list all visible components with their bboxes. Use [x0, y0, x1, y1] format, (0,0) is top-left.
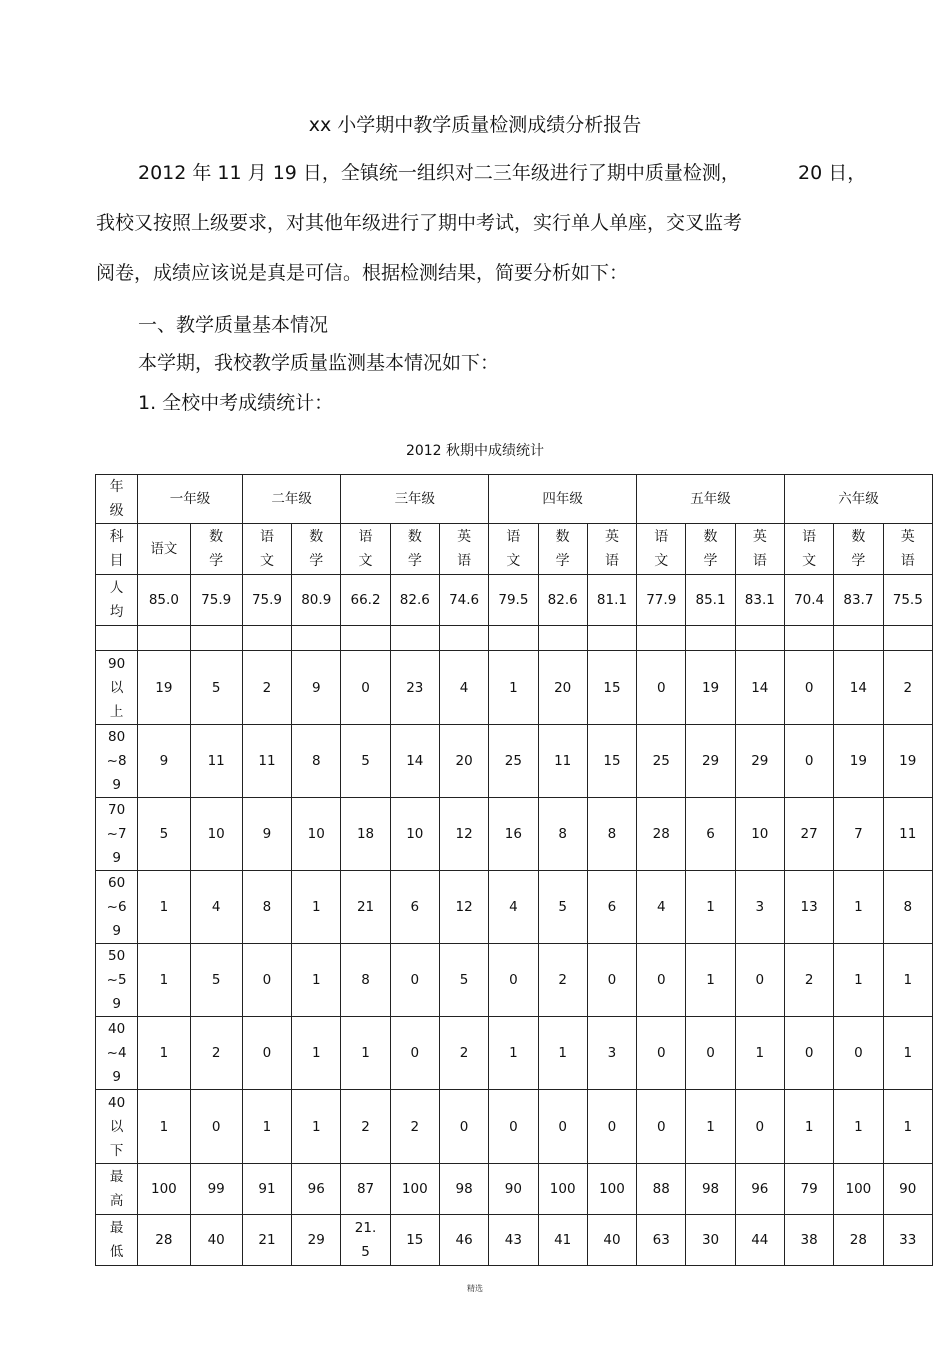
table-cell: 79.5	[489, 575, 538, 626]
row-label: 40以下	[108, 1094, 126, 1159]
table-cell: 0	[190, 1090, 242, 1164]
table-cell: 1	[138, 871, 190, 944]
table-cell: 2	[883, 651, 932, 725]
table-cell: 28	[834, 1215, 883, 1266]
row-label: 70~79	[106, 802, 127, 866]
table-cell	[439, 626, 488, 651]
table-cell: 81.1	[587, 575, 636, 626]
table-cell: 100	[834, 1164, 883, 1215]
subject-label: 语文	[802, 529, 817, 569]
table-cell: 11	[242, 725, 291, 798]
grade-header-cell: 一年级	[138, 475, 243, 524]
table-cell: 74.6	[439, 575, 488, 626]
row-label: 90以上	[108, 655, 126, 720]
table-cell: 83.7	[834, 575, 883, 626]
table-row	[96, 1164, 933, 1215]
table-cell: 27	[784, 798, 833, 871]
table-cell: 43	[489, 1215, 538, 1266]
table-cell: 10	[292, 798, 341, 871]
subject-header-cell	[292, 524, 341, 575]
table-cell: 4	[190, 871, 242, 944]
table-cell: 29	[292, 1215, 341, 1266]
table-cell: 8	[587, 798, 636, 871]
table-cell: 0	[390, 944, 439, 1017]
table-cell: 11	[883, 798, 932, 871]
table-cell: 19	[686, 651, 735, 725]
table-cell: 0	[390, 1017, 439, 1090]
table-cell: 5	[190, 944, 242, 1017]
table-cell: 75.9	[242, 575, 291, 626]
table-cell: 85.1	[686, 575, 735, 626]
subject-header-cell	[390, 524, 439, 575]
table-cell: 14	[390, 725, 439, 798]
table-cell: 20	[538, 651, 587, 725]
table-cell: 9	[292, 651, 341, 725]
table-cell: 1	[292, 1090, 341, 1164]
table-cell: 75.9	[190, 575, 242, 626]
table-cell	[390, 626, 439, 651]
table-row	[96, 798, 933, 871]
table-row	[96, 871, 933, 944]
table-cell: 1	[686, 944, 735, 1017]
subject-label: 语文	[150, 541, 178, 557]
table-row	[96, 575, 933, 626]
table-cell: 1	[883, 1090, 932, 1164]
table-cell: 18	[341, 798, 390, 871]
table-cell	[637, 626, 686, 651]
subject-header-cell	[341, 524, 390, 575]
table-cell: 0	[834, 1017, 883, 1090]
table-row	[96, 651, 933, 725]
table-cell: 29	[686, 725, 735, 798]
table-cell: 15	[587, 725, 636, 798]
table-caption: 2012 秋期中成绩统计	[405, 443, 545, 459]
table-cell: 41	[538, 1215, 587, 1266]
table-cell: 1	[489, 651, 538, 725]
table-cell: 29	[735, 725, 784, 798]
page-footer: 精选	[467, 1284, 483, 1293]
table-cell: 1	[686, 871, 735, 944]
subject-label: 英语	[752, 529, 767, 569]
row-label-cell	[96, 651, 138, 725]
grade-header-label-cell	[96, 475, 138, 524]
table-cell: 25	[637, 725, 686, 798]
table-cell: 8	[242, 871, 291, 944]
row-label: 最高	[109, 1169, 124, 1209]
grade-header-cell: 四年级	[489, 475, 637, 524]
subject-header-cell	[784, 524, 833, 575]
subsection-heading: 1. 全校中考成绩统计：	[138, 392, 334, 414]
table-cell: 100	[538, 1164, 587, 1215]
table-cell: 0	[587, 944, 636, 1017]
subject-header-cell	[883, 524, 932, 575]
section-heading: 一、教学质量基本情况	[138, 314, 329, 336]
table-cell: 14	[735, 651, 784, 725]
row-label-cell	[96, 1164, 138, 1215]
table-cell: 0	[341, 651, 390, 725]
subject-header-cell	[834, 524, 883, 575]
table-cell: 28	[138, 1215, 190, 1266]
subject-header-cell	[190, 524, 242, 575]
table-cell: 100	[390, 1164, 439, 1215]
table-row	[96, 1215, 933, 1266]
table-cell: 40	[587, 1215, 636, 1266]
table-cell: 0	[735, 944, 784, 1017]
table-cell: 4	[489, 871, 538, 944]
table-cell: 96	[735, 1164, 784, 1215]
table-cell: 88	[637, 1164, 686, 1215]
table-cell: 70.4	[784, 575, 833, 626]
subject-header-cell	[587, 524, 636, 575]
table-cell: 85.0	[138, 575, 190, 626]
table-row	[96, 1090, 933, 1164]
table-cell	[138, 626, 190, 651]
table-cell	[242, 626, 291, 651]
table-cell: 2	[390, 1090, 439, 1164]
table-cell	[883, 626, 932, 651]
table-cell: 90	[883, 1164, 932, 1215]
table-cell: 91	[242, 1164, 291, 1215]
table-cell: 0	[784, 1017, 833, 1090]
table-cell: 87	[341, 1164, 390, 1215]
grade-header-cell: 五年级	[637, 475, 785, 524]
table-cell: 0	[489, 1090, 538, 1164]
table-cell: 1	[834, 871, 883, 944]
table-cell: 14	[834, 651, 883, 725]
table-cell: 5	[341, 725, 390, 798]
table-cell: 0	[735, 1090, 784, 1164]
table-cell: 1	[834, 1090, 883, 1164]
table-row	[96, 1017, 933, 1090]
row-label-cell	[96, 1215, 138, 1266]
subject-header-label: 科目	[109, 529, 124, 569]
table-cell: 12	[439, 871, 488, 944]
paragraph-1-tail: 20 日，	[798, 162, 867, 184]
table-cell: 23	[390, 651, 439, 725]
score-table	[95, 474, 933, 1266]
subject-label: 数学	[309, 529, 324, 569]
table-cell: 28	[637, 798, 686, 871]
table-cell: 19	[883, 725, 932, 798]
paragraph-3: 阅卷，成绩应该说是真是可信。根据检测结果，简要分析如下：	[96, 262, 629, 284]
table-cell: 16	[489, 798, 538, 871]
table-cell: 21	[242, 1215, 291, 1266]
row-label-cell	[96, 725, 138, 798]
table-cell: 1	[834, 944, 883, 1017]
table-cell: 1	[292, 944, 341, 1017]
table-cell: 5	[538, 871, 587, 944]
row-label-cell	[96, 575, 138, 626]
subject-header-cell	[686, 524, 735, 575]
subject-header-label-cell	[96, 524, 138, 575]
table-cell: 1	[883, 944, 932, 1017]
row-label: 40~49	[106, 1021, 127, 1085]
table-cell: 30	[686, 1215, 735, 1266]
subject-header-cell	[538, 524, 587, 575]
table-cell: 6	[390, 871, 439, 944]
table-cell: 1	[242, 1090, 291, 1164]
table-cell	[190, 626, 242, 651]
table-cell: 1	[883, 1017, 932, 1090]
table-cell: 8	[341, 944, 390, 1017]
table-cell: 100	[138, 1164, 190, 1215]
table-cell: 79	[784, 1164, 833, 1215]
table-cell: 2	[784, 944, 833, 1017]
table-cell: 100	[587, 1164, 636, 1215]
table-cell: 7	[834, 798, 883, 871]
grade-header-row	[96, 475, 933, 524]
table-cell: 77.9	[637, 575, 686, 626]
paragraph-1: 2012 年 11 月 19 日，全镇统一组织对二三年级进行了期中质量检测，	[138, 162, 740, 184]
table-cell: 1	[489, 1017, 538, 1090]
table-cell: 1	[138, 1090, 190, 1164]
subject-label: 语文	[506, 529, 521, 569]
table-cell: 38	[784, 1215, 833, 1266]
table-cell: 0	[637, 651, 686, 725]
table-cell: 9	[242, 798, 291, 871]
table-cell: 2	[190, 1017, 242, 1090]
table-cell: 8	[538, 798, 587, 871]
subject-label: 语文	[654, 529, 669, 569]
subject-label: 数学	[407, 529, 422, 569]
table-cell: 0	[489, 944, 538, 1017]
subject-header-cell	[637, 524, 686, 575]
subject-header-cell	[735, 524, 784, 575]
table-cell: 4	[637, 871, 686, 944]
row-label-cell	[96, 798, 138, 871]
table-cell: 5	[138, 798, 190, 871]
table-cell: 9	[138, 725, 190, 798]
table-cell	[292, 626, 341, 651]
table-cell: 4	[439, 651, 488, 725]
row-label-cell	[96, 1017, 138, 1090]
table-cell: 80.9	[292, 575, 341, 626]
table-cell: 6	[587, 871, 636, 944]
table-cell: 1	[784, 1090, 833, 1164]
table-cell: 11	[538, 725, 587, 798]
table-cell: 0	[784, 651, 833, 725]
subject-label: 语文	[259, 529, 274, 569]
table-cell: 75.5	[883, 575, 932, 626]
table-cell: 2	[538, 944, 587, 1017]
table-cell: 83.1	[735, 575, 784, 626]
table-cell: 2	[341, 1090, 390, 1164]
table-cell: 66.2	[341, 575, 390, 626]
table-cell: 3	[735, 871, 784, 944]
table-cell	[538, 626, 587, 651]
table-cell: 2	[242, 651, 291, 725]
row-label: 80~89	[106, 729, 127, 793]
table-cell: 1	[138, 1017, 190, 1090]
table-cell	[735, 626, 784, 651]
table-cell	[341, 1215, 390, 1266]
table-cell: 90	[489, 1164, 538, 1215]
table-cell: 11	[190, 725, 242, 798]
subject-label: 数学	[703, 529, 718, 569]
subject-label: 数学	[851, 529, 866, 569]
table-row	[96, 725, 933, 798]
table-cell: 21	[341, 871, 390, 944]
table-cell: 0	[637, 1090, 686, 1164]
table-cell: 0	[242, 1017, 291, 1090]
table-cell: 82.6	[538, 575, 587, 626]
grade-header-cell: 三年级	[341, 475, 489, 524]
table-cell: 0	[686, 1017, 735, 1090]
table-cell	[686, 626, 735, 651]
subject-header-cell	[138, 524, 190, 575]
table-cell: 44	[735, 1215, 784, 1266]
row-label: 60~69	[106, 875, 127, 939]
subject-header-cell	[489, 524, 538, 575]
subject-label: 英语	[604, 529, 619, 569]
subject-label: 英语	[900, 529, 915, 569]
table-cell: 0	[784, 725, 833, 798]
table-cell: 1	[292, 871, 341, 944]
cell-value: 21.5	[354, 1220, 377, 1260]
table-cell: 10	[390, 798, 439, 871]
subject-header-cell	[439, 524, 488, 575]
subject-label: 语文	[358, 529, 373, 569]
table-cell: 1	[686, 1090, 735, 1164]
subject-label: 数学	[209, 529, 224, 569]
table-cell: 2	[439, 1017, 488, 1090]
table-row	[96, 626, 933, 651]
table-cell: 98	[686, 1164, 735, 1215]
table-cell: 8	[292, 725, 341, 798]
table-cell: 6	[686, 798, 735, 871]
table-cell: 0	[587, 1090, 636, 1164]
table-cell: 96	[292, 1164, 341, 1215]
table-cell: 46	[439, 1215, 488, 1266]
table-cell: 63	[637, 1215, 686, 1266]
table-cell: 1	[292, 1017, 341, 1090]
table-cell	[834, 626, 883, 651]
table-cell: 0	[439, 1090, 488, 1164]
subject-label: 数学	[555, 529, 570, 569]
table-cell	[489, 626, 538, 651]
row-label: 最低	[109, 1220, 124, 1260]
table-cell: 5	[190, 651, 242, 725]
table-cell: 12	[439, 798, 488, 871]
row-label-cell	[96, 626, 138, 651]
table-cell: 8	[883, 871, 932, 944]
table-cell: 3	[587, 1017, 636, 1090]
subject-header-row	[96, 524, 933, 575]
table-row	[96, 944, 933, 1017]
table-cell: 15	[587, 651, 636, 725]
table-cell: 19	[138, 651, 190, 725]
table-cell: 25	[489, 725, 538, 798]
paragraph-2: 我校又按照上级要求，对其他年级进行了期中考试，实行单人单座，交叉监考	[96, 212, 743, 234]
table-cell: 99	[190, 1164, 242, 1215]
table-cell: 1	[538, 1017, 587, 1090]
row-label-cell	[96, 1090, 138, 1164]
table-cell	[587, 626, 636, 651]
table-cell: 0	[242, 944, 291, 1017]
table-cell: 5	[439, 944, 488, 1017]
table-cell: 40	[190, 1215, 242, 1266]
table-cell: 98	[439, 1164, 488, 1215]
grade-header-cell: 六年级	[784, 475, 932, 524]
row-label-cell	[96, 871, 138, 944]
grade-header-cell: 二年级	[242, 475, 341, 524]
paragraph-4: 本学期，我校教学质量监测基本情况如下：	[138, 352, 500, 374]
table-cell: 10	[735, 798, 784, 871]
table-cell: 20	[439, 725, 488, 798]
table-cell: 33	[883, 1215, 932, 1266]
subject-header-cell	[242, 524, 291, 575]
table-cell: 0	[637, 1017, 686, 1090]
row-label-cell	[96, 944, 138, 1017]
table-cell: 82.6	[390, 575, 439, 626]
document-title: xx 小学期中教学质量检测成绩分析报告	[308, 114, 642, 136]
table-cell: 10	[190, 798, 242, 871]
grade-header-label: 年级	[109, 479, 124, 519]
table-cell: 15	[390, 1215, 439, 1266]
table-cell	[784, 626, 833, 651]
subject-label: 英语	[457, 529, 472, 569]
table-cell: 1	[138, 944, 190, 1017]
table-cell	[341, 626, 390, 651]
row-label: 人均	[109, 580, 124, 620]
row-label: 50~59	[106, 948, 127, 1012]
table-cell: 1	[735, 1017, 784, 1090]
table-cell: 1	[341, 1017, 390, 1090]
table-cell: 0	[637, 944, 686, 1017]
table-cell: 0	[538, 1090, 587, 1164]
table-cell: 13	[784, 871, 833, 944]
table-cell: 19	[834, 725, 883, 798]
